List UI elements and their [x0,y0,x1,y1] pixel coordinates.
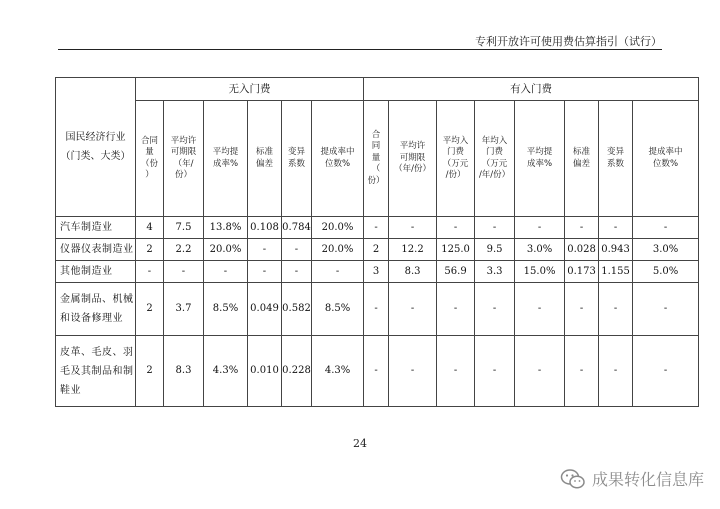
column-header [136,101,164,217]
column-header [565,101,599,217]
value-cell: - [475,283,515,336]
value-cell: - [364,217,389,239]
value-cell: 3.7 [164,283,204,336]
column-header-line: 合同 [140,135,158,146]
industry-cell [56,217,136,239]
column-header-line: 变异 [287,147,305,158]
value-cell: - [389,217,437,239]
column-header-line: 量 [371,152,381,163]
column-header-line: 平均许 [170,135,197,146]
value-cell: - [312,261,364,283]
value-cell: - [633,217,699,239]
column-header [599,101,633,217]
table-row [56,239,699,261]
value-cell: 0.582 [282,283,312,336]
value-cell: - [599,217,633,239]
value-cell: 8.3 [389,261,437,283]
table-row [56,217,699,239]
value-cell: - [437,336,475,407]
value-cell: 9.5 [475,239,515,261]
industry-line: 汽车制造业 [60,222,113,233]
column-header [282,101,312,217]
value-cell: 8.5% [312,283,364,336]
column-header [633,101,699,217]
column-header-line: 提成率中 [648,147,683,158]
value-cell: - [282,239,312,261]
value-cell: 0.943 [599,239,633,261]
table-row [56,336,699,407]
column-header-line: 成率% [527,158,553,169]
value-cell: 12.2 [389,239,437,261]
value-cell: - [389,336,437,407]
value-cell: 8.5% [204,283,248,336]
value-cell: - [248,261,282,283]
column-header-line: 偏差 [573,158,591,169]
column-header-line: 位数% [653,158,679,169]
group-with-entry-fee: 有入门费 [364,78,699,101]
value-cell: 0.049 [248,283,282,336]
category-header [56,78,136,217]
column-header [312,101,364,217]
value-cell: 4 [136,217,164,239]
value-cell: - [515,283,565,336]
value-cell: - [475,336,515,407]
value-cell: - [565,283,599,336]
industry-line: 其他制造业 [60,266,113,277]
value-cell: 0.108 [248,217,282,239]
table-body [56,217,699,407]
column-header [364,101,389,217]
column-header [248,101,282,217]
document-header-title: 专利开放许可使用费估算指引（试行） [475,35,662,48]
industry-line: 皮革、毛皮、羽 [60,346,134,358]
value-cell: 5.0% [633,261,699,283]
industry-cell [56,336,136,407]
value-cell: - [565,217,599,239]
value-cell: - [633,283,699,336]
group-header-row [56,78,699,101]
column-header-line: 可期限 [399,152,426,163]
column-header-line: 年均入 [481,135,508,146]
column-header [389,101,437,217]
column-header-line: 成率% [212,158,239,169]
value-cell: - [164,261,204,283]
page-number: 24 [353,437,367,450]
value-cell: 2 [364,239,389,261]
column-header-line: 平均提 [212,147,239,158]
value-cell: 1.155 [599,261,633,283]
value-cell: 3.0% [633,239,699,261]
column-header-line: 份） [367,175,385,186]
value-cell: - [515,336,565,407]
value-cell: - [515,217,565,239]
industry-line: 和设备修理业 [60,313,123,324]
value-cell: 3.0% [515,239,565,261]
column-header-line: ） [145,169,154,180]
value-cell: 8.3 [164,336,204,407]
value-cell: 20.0% [312,217,364,239]
industry-cell [56,283,136,336]
column-header [437,101,475,217]
column-header-line: 平均提 [526,147,553,158]
column-header-line: 提成率中 [320,147,355,158]
column-header-line: 平均许 [399,141,426,152]
value-cell: 0.228 [282,336,312,407]
value-cell: - [599,283,633,336]
value-cell: - [136,261,164,283]
industry-line: 鞋业 [60,384,81,396]
column-header-line: 偏差 [255,158,273,169]
value-cell: - [599,336,633,407]
column-header-line: 平均入 [442,135,469,146]
value-cell: 20.0% [312,239,364,261]
value-cell: - [565,336,599,407]
value-cell: 0.028 [565,239,599,261]
license-fee-table [55,77,699,407]
value-cell: - [364,283,389,336]
column-header-line: 系数 [287,158,305,169]
value-cell: 125.0 [437,239,475,261]
industry-line: 仪器仪表制造业 [60,244,134,255]
value-cell: - [364,336,389,407]
column-header-line: 系数 [607,158,625,169]
column-header-line: 合 [371,129,381,140]
value-cell: - [633,336,699,407]
value-cell: 0.173 [565,261,599,283]
column-header-line: （份 [140,158,158,169]
value-cell: - [437,217,475,239]
value-cell: 7.5 [164,217,204,239]
value-cell: - [437,283,475,336]
watermark-text: 成果转化信息库 [591,470,704,489]
column-header-line: 标准 [255,147,273,158]
category-header-line: （门类、大类） [60,151,131,162]
column-header-line: 标准 [573,147,591,158]
column-header-line: 同 [371,141,381,152]
value-cell: 20.0% [204,239,248,261]
column-header [475,101,515,217]
column-header-line: 变异 [607,147,625,158]
column-header-row [56,101,699,217]
column-header [204,101,248,217]
value-cell: 2 [136,336,164,407]
value-cell: 2.2 [164,239,204,261]
value-cell: 0.784 [282,217,312,239]
column-header-line: （ [371,164,381,175]
category-header-line: 国民经济行业 [65,132,126,143]
industry-cell [56,261,136,283]
column-header-line: （万元 [442,158,469,169]
group-no-entry-fee: 无入门费 [136,78,364,101]
header-rule [58,49,662,50]
watermark [560,467,704,490]
value-cell: 3.3 [475,261,515,283]
value-cell: 0.010 [248,336,282,407]
column-header-line: （年/ [173,158,194,169]
column-header-line: 门费 [486,147,504,158]
value-cell: 15.0% [515,261,565,283]
industry-line: 毛及其制品和制 [60,365,134,377]
value-cell: 4.3% [204,336,248,407]
column-header [515,101,565,217]
value-cell: 13.8% [204,217,248,239]
column-header-line: （万元 [481,158,508,169]
column-header-line: 位数% [324,158,351,169]
wechat-icon [560,468,586,490]
table-row [56,261,699,283]
industry-cell [56,239,136,261]
value-cell: - [282,261,312,283]
industry-line: 金属制品、机械 [60,294,134,305]
column-header-line: （年/份） [394,164,431,175]
column-header-line: 量 [145,147,154,158]
column-header-line: 门费 [447,147,465,158]
value-cell: - [475,217,515,239]
value-cell: - [204,261,248,283]
value-cell: - [248,239,282,261]
value-cell: 4.3% [312,336,364,407]
column-header-line: /年/份） [478,169,511,180]
column-header-line: /份） [445,169,466,180]
value-cell: 2 [136,283,164,336]
table-row [56,283,699,336]
value-cell: - [389,283,437,336]
value-cell: 3 [364,261,389,283]
column-header [164,101,204,217]
column-header-line: 份） [174,169,192,180]
value-cell: 56.9 [437,261,475,283]
value-cell: 2 [136,239,164,261]
column-header-line: 可期限 [170,147,197,158]
